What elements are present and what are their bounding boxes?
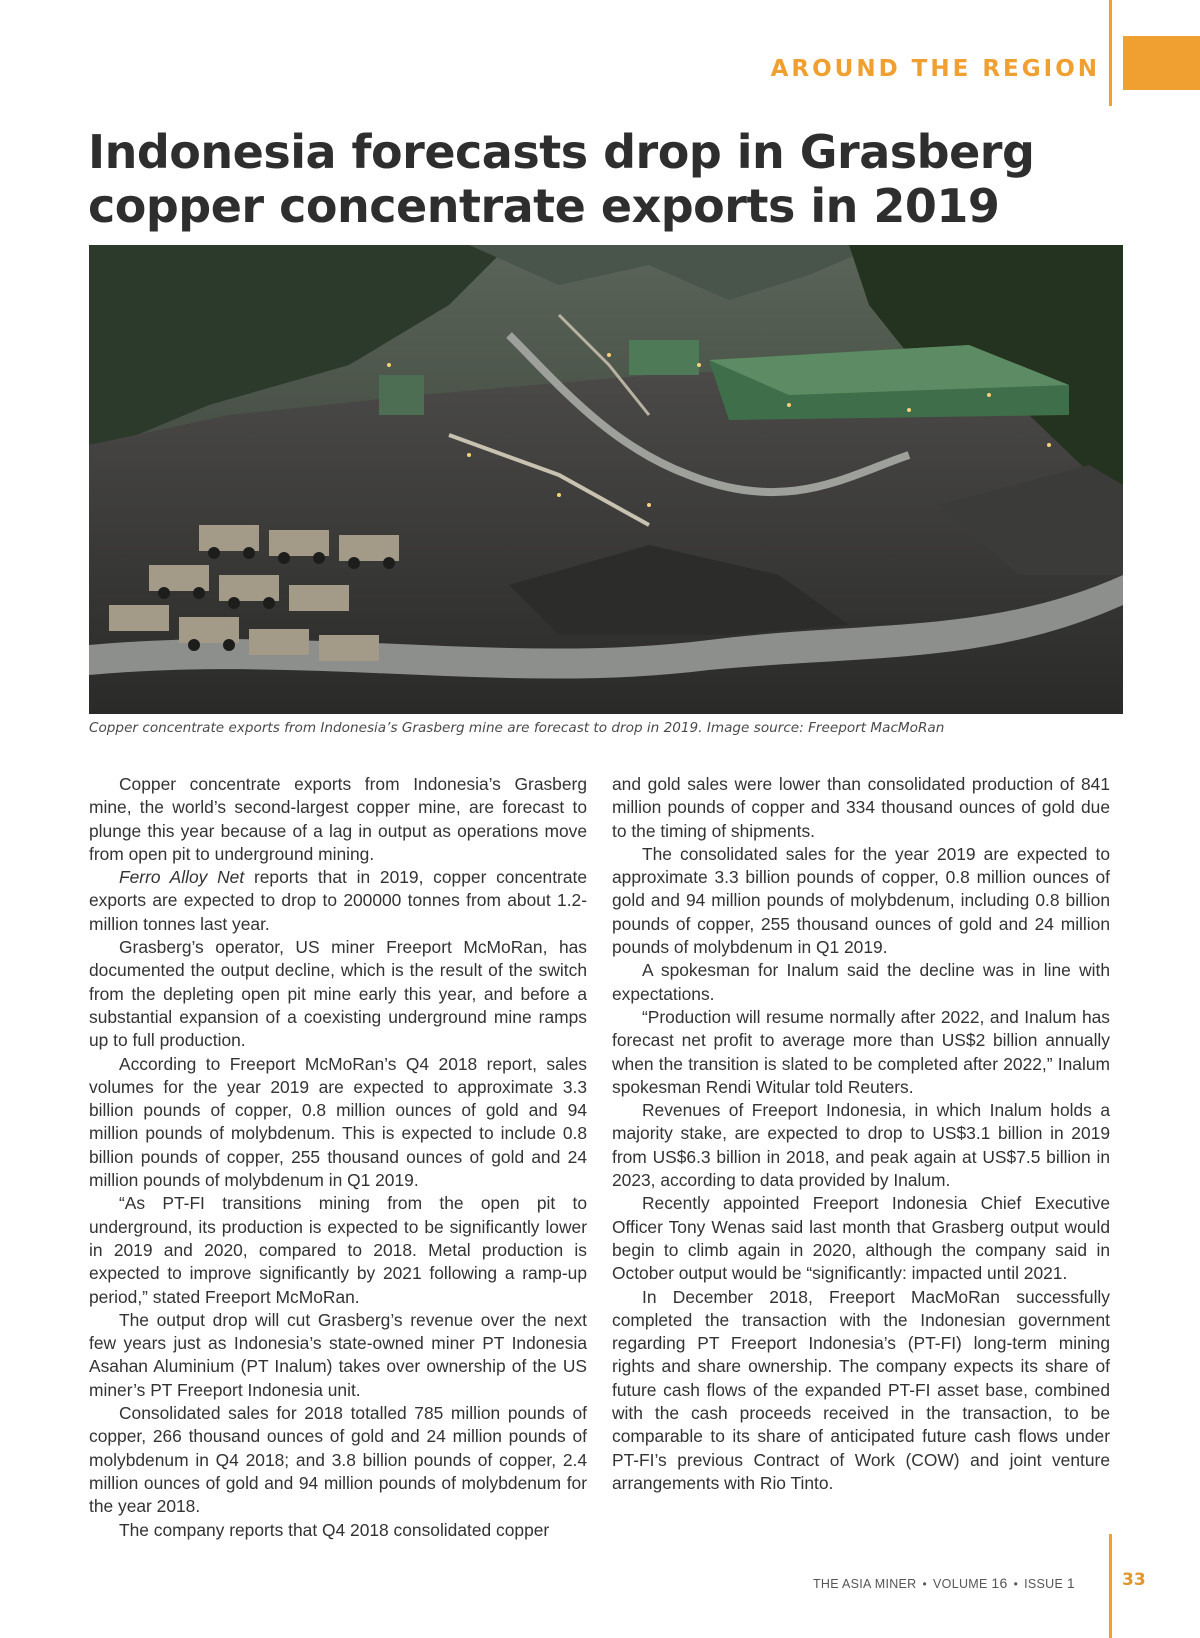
mine-photo [89, 245, 1123, 714]
paragraph: The output drop will cut Grasberg’s revenue over the next few years just as Indonesia’s state-owned miner PT Indonesia Asahan Aluminium (PT Inalum) takes over ownership of the US miner’s PT Freeport Indonesia unit. [89, 1309, 587, 1400]
separator-dot: • [922, 1577, 928, 1591]
paragraph: The company reports that Q4 2018 consolidated copper [119, 1519, 550, 1540]
article-title: Indonesia forecasts drop in Grasberg copper concentrate exports in 2019 [88, 125, 1035, 233]
section-label: AROUND THE REGION [770, 56, 1100, 82]
paragraph: Copper concentrate exports from Indonesia’s Grasberg mine, the world’s second-largest copper mine, are forecast to plunge this year because of a lag in output as operations move from open pit to underground mining. [89, 774, 587, 864]
paragraph: Recently appointed Freeport Indonesia Chief Executive Officer Tony Wenas said last month that Grasberg output would begin to climb again in 2020, although the company said in October output would be “significantly: impacted until 2021. [612, 1193, 1110, 1284]
footer-accent-rule [1109, 1534, 1112, 1638]
paragraph [89, 866, 587, 936]
article-column-left [89, 773, 587, 1542]
publication-name: THE ASIA MINER [812, 1577, 917, 1591]
paragraph: “As PT-FI transitions mining from the open pit to underground, its production is expected to be significantly lower in 2019 and 2020, compared to 2018. Metal production is expected to improve significantly by 2021 following a ramp-up period,” stated Freeport McMoRan. [89, 1193, 587, 1307]
separator-dot: • [1013, 1577, 1019, 1591]
paragraph: Grasberg’s operator, US miner Freeport McMoRan, has documented the output decline, which is the result of the switch from the depleting open pit mine early this year, and before a substantial expansion of a coexisting underground mine ramps up to full production. [89, 937, 587, 1051]
paragraph: “Production will resume normally after 2022, and Inalum has forecast net profit to average more than US$2 billion annually when the transition is slated to be completed after 2022,” Inalum spokesman Rendi Witular told Reuters. [612, 1006, 1110, 1097]
plant-building [629, 340, 699, 375]
paragraph: Consolidated sales for 2018 totalled 785 million pounds of copper, 266 thousand ounces of gold and 24 million pounds of molybdenum in Q4 2018; and 3.8 billion pounds of copper, 2.4 million ounces of gold and 94 million pounds of molybdenum for the year 2018. [89, 1403, 587, 1517]
photo-caption: Copper concentrate exports from Indonesia’s Grasberg mine are forecast to drop in 2019. Image source: Freeport MacMoRan [89, 720, 945, 736]
issue-label: ISSUE [1024, 1577, 1064, 1591]
page-number: 33 [1122, 1570, 1146, 1590]
header-accent-rule [1109, 0, 1112, 106]
paragraph-continued: and gold sales were lower than consolidated production of 841 million pounds of copper and 334 thousand ounces of gold due to the timing of shipments. [612, 774, 1110, 841]
paragraph: According to Freeport McMoRan’s Q4 2018 report, sales volumes for the year 2019 are expected to approximate 3.3 billion pounds of copper, 0.8 million ounces of gold and 94 million pounds of molybdenum. This is expected to include 0.8 billion pounds of copper, 255 thousand ounces of gold and 24 million pounds of molybdenum in Q1 2019. [89, 1053, 587, 1191]
footer-publication-info [813, 1575, 1075, 1591]
header-accent-block [1123, 36, 1200, 90]
paragraph: A spokesman for Inalum said the decline was in line with expectations. [612, 960, 1110, 1004]
mill-building [379, 375, 424, 415]
paragraph: The consolidated sales for the year 2019 are expected to approximate 3.3 billion pounds of copper, 0.8 million ounces of gold and 94 million pounds of molybdenum, including 0.8 billion pounds of copper, 255 thousand ounces of gold and 24 million pounds of molybdenum in Q1 2019. [612, 843, 1110, 958]
paragraph: Revenues of Freeport Indonesia, in which Inalum holds a majority stake, are expected to drop to US$3.1 billion in 2019 from US$6.3 billion in 2018, and peak again at US$7.5 billion in 2023, according to data provided by Inalum. [612, 1100, 1110, 1191]
volume-number: 16 [991, 1575, 1008, 1591]
paragraph-text: reports that in 2019, copper concentrate exports are expected to drop to 200000 tonnes from about 1.2-million tonnes last year. [89, 867, 587, 934]
volume-label: VOLUME [933, 1577, 988, 1591]
issue-number: 1 [1066, 1575, 1075, 1591]
paragraph: In December 2018, Freeport MacMoRan successfully completed the transaction with the Indonesian government regarding PT Freeport Indonesia’s (PT-FI) long-term mining rights and share ownership. The company expects its share of future cash flows of the expanded PT-FI asset base, combined with the cash proceeds received in the transaction, to be comparable to its share of anticipated future cash flows under PT-FI’s previous Contract of Work (COW) and joint venture arrangements with Rio Tinto. [612, 1286, 1110, 1493]
source-name: Ferro Alloy Net [119, 867, 245, 888]
article-column-right [612, 773, 1110, 1495]
